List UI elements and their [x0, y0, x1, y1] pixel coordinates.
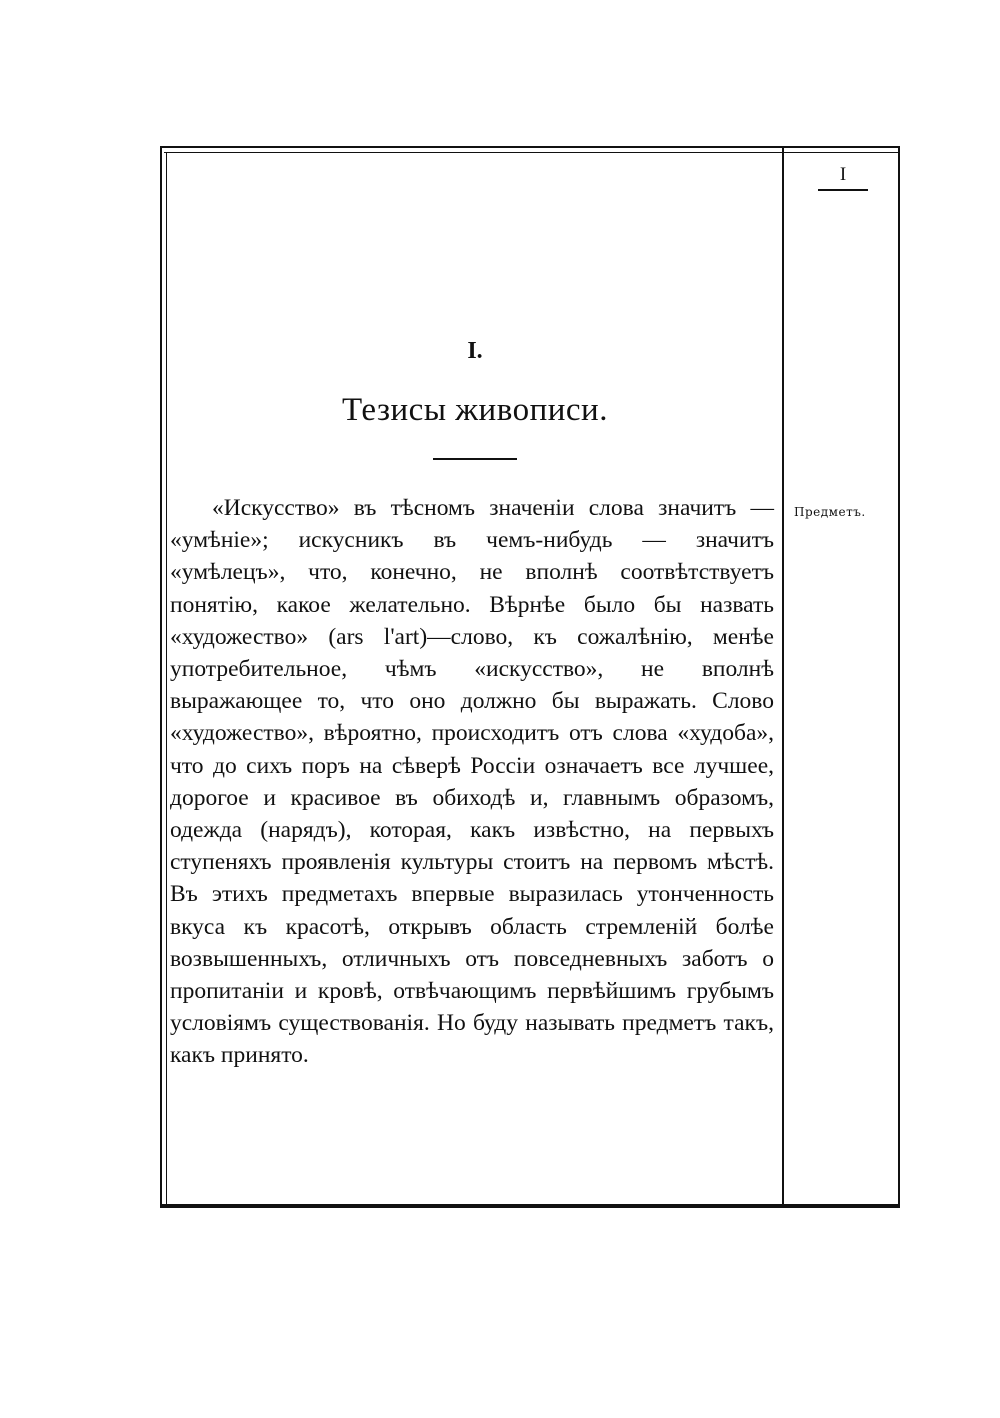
margin-divider — [782, 148, 784, 1206]
body-paragraph: «Искусство» въ тѣсномъ значеніи слова значитъ — «умѣніе»; искусникъ въ чемъ-нибудь — значитъ «умѣлецъ», что, конечно, не вполнѣ соотвѣтствуетъ понятію, какое желательно. Вѣрнѣе было бы назвать «художество» (ars l'art)—слово, къ сожалѣнію, менѣе употребительное, чѣмъ «искусство», не вполнѣ выражающее то, что оно должно бы выражать. Слово «художество», вѣроятно, происходитъ отъ слова «худоба», что до сихъ поръ на сѣверѣ Россіи означаетъ все лучшее, дорогое и красивое въ обиходѣ и, главнымъ образомъ, одежда (нарядъ), которая, какъ извѣстно, на первыхъ ступеняхъ проявленія культуры стоитъ на первомъ мѣстѣ. Въ этихъ предметахъ впервые выразилась утонченность вкуса къ красотѣ, открывъ область стремленій болѣе возвышенныхъ, отличныхъ отъ повседневныхъ заботъ о пропитаніи и кровѣ, отвѣчающимъ первѣйшимъ грубымъ условіямъ существованія. Но буду называть предметъ такъ, какъ принято. — [170, 495, 774, 1069]
title-rule — [433, 458, 517, 460]
chapter-number: I. — [467, 338, 483, 364]
margin-note: Предметъ. — [794, 505, 866, 519]
chapter-title: Тезисы живописи. — [342, 392, 608, 428]
page-number: I — [818, 163, 868, 191]
